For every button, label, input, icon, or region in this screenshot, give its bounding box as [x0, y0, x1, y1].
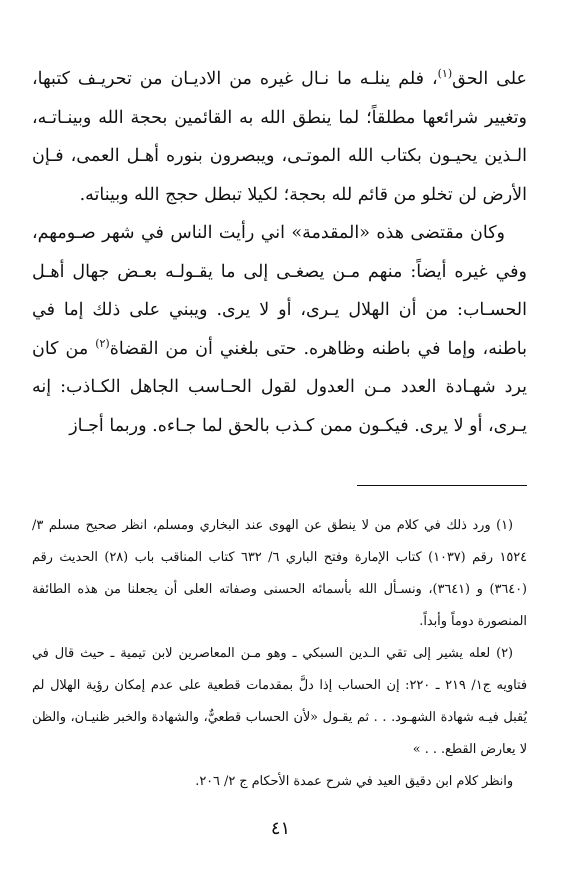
main-text	[32, 60, 527, 445]
paragraph-1-text-end: ، فلم ينلـه ما نـال غيره من الاديـان من تحريـف كتبها، وتغيير شرائعها مطلقاً؛ لما ينطق الله به القائمين بحجة الله وبينـاتـه، الـذين يحيـون بكتاب الله الموتـى، ويبصرون بنوره أهـل العمى، فـإن الأرض لن تخلو من قائم لله بحجة؛ لكيلا تبطل حجج الله وبيناته.	[32, 69, 527, 205]
paragraph-2-text-end: من كان يرد شهـادة العدد مـن العدول لقول الحـاسب الجاهل الكـاذب: إنه يـرى، أو لا يرى. فيكـون ممن كـذب بالحق لما جـاءه. وربما أجـاز	[32, 338, 527, 436]
footnote-separator	[357, 485, 527, 486]
paragraph-1	[32, 60, 527, 214]
footnote-1: (١) ورد ذلك في كلام من لا ينطق عن الهوى عند البخاري ومسلم، انظر صحيح مسلم ٣/ ١٥٢٤ رقم (١٠٣٧) كتاب الإمارة وفتح الباري ٦/ ٦٣٢ كتاب المناقب باب (٢٨) الحديث رقم (٣٦٤٠) و (٣٦٤١)، ونسـأل الله بأسمائه الحسنى وصفاته العلى أن يجعلنا من هذه الطائفة المنصورة دوماً وأبداً.	[32, 518, 527, 629]
paragraph-2	[32, 214, 527, 445]
paragraph-2-text-start: وكان مقتضى هذه «المقدمة» اني رأيت الناس في شهر صـومهم، وفي غيره أيضاً: منهم مـن يصغـى إلى ما يقـولـه بعـض جهال أهـل الحسـاب: من أن الهلال يـرى، أو لا يرى. ويبني على ذلك إما في باطنه، وإما في باطنه وظاهره. حتى بلغني أن من القضاة	[32, 223, 527, 359]
footnote-ref-1: (١)	[437, 67, 453, 81]
footnote-2-reference: وانظر كلام ابن دقيق العيد في شرح عمدة الأحكام ج ٢/ ٢٠٦.	[195, 774, 513, 789]
footnotes	[32, 510, 527, 798]
footnote-ref-2: (٢)	[95, 336, 110, 350]
footnote-2: (٢) لعله يشير إلى تقي الـدين السبكي ـ وهو مـن المعاصرين لابن تيمية ـ حيث قال في فتاويه ج١/ ٢١٩ ـ ٢٢٠: إن الحساب إذا دلَّ بمقدمات قطعية على عدم إمكان رؤية الهلال لم يُقبل فيـه شهادة الشهـود. . . ثم يقـول «لأن الحساب قطعيٌّ، والشهادة والخبر ظنيـان، والظن لا يعارض القطع. . . »	[32, 646, 527, 757]
page-number: ٤١	[270, 818, 291, 839]
paragraph-1-text-start: على الحق	[452, 69, 527, 89]
